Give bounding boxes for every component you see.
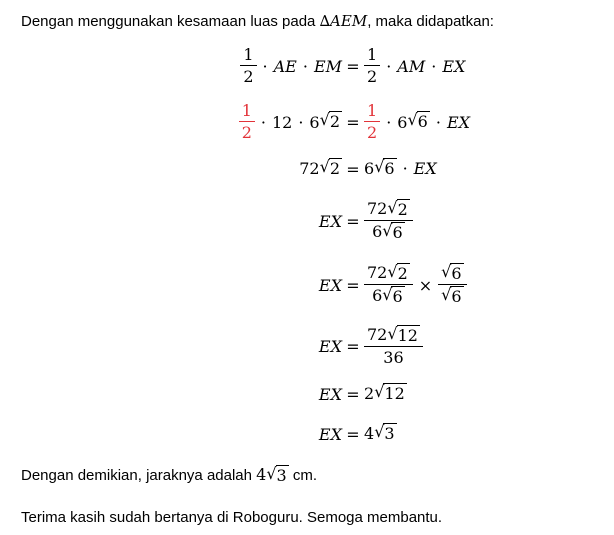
radical-sign: √	[319, 110, 330, 130]
fraction-numerator: 1	[364, 46, 380, 66]
fraction-numerator: 1	[364, 102, 380, 122]
triangle-expression	[320, 12, 368, 30]
equation-lhs	[0, 425, 342, 444]
square-root	[407, 111, 429, 130]
equals-sign: =	[346, 384, 360, 404]
fraction	[364, 46, 380, 85]
number: 6	[309, 112, 320, 132]
variable: EX	[413, 159, 437, 179]
equation-rhs	[364, 46, 614, 85]
number: 6	[397, 112, 408, 132]
radicand: 6	[392, 287, 403, 306]
variable: AM	[397, 56, 426, 76]
dot-operator: ·	[386, 112, 392, 132]
fraction-numerator: 1	[240, 46, 256, 66]
square-root	[382, 222, 404, 241]
radicand: 2	[397, 263, 408, 283]
fraction-numerator: 1	[239, 102, 255, 122]
equation-lhs	[0, 46, 342, 85]
conclusion-text-after: cm.	[288, 467, 318, 484]
equals-sign: =	[346, 112, 360, 132]
radical-sign: √	[266, 464, 277, 483]
radical-sign: √	[382, 221, 393, 240]
dot-operator: ·	[435, 112, 441, 132]
radicand: 6	[417, 112, 428, 132]
radicand: 3	[276, 466, 287, 485]
square-root	[441, 286, 463, 305]
radical-sign: √	[374, 157, 385, 177]
number: 72	[367, 198, 388, 218]
fraction	[364, 261, 413, 307]
variable: EX	[318, 424, 342, 444]
variable: EX	[318, 336, 342, 356]
number: 36	[383, 347, 404, 367]
equation-row-8	[0, 423, 614, 445]
equals-sign: =	[346, 275, 360, 295]
equals-sign: =	[346, 424, 360, 444]
variable: EX	[318, 384, 342, 404]
dot-operator: ·	[431, 56, 437, 76]
square-root	[374, 158, 396, 177]
equation-lhs	[0, 385, 342, 404]
fraction-denominator: 2	[367, 123, 378, 142]
dot-operator: ·	[402, 159, 408, 179]
radicand: 6	[392, 223, 403, 242]
conclusion-text-before: Dengan demikian, jaraknya adalah	[21, 467, 257, 484]
square-root	[382, 286, 404, 305]
radical-sign: √	[441, 285, 452, 304]
equation-row-6	[0, 323, 614, 369]
equation-row-2	[0, 99, 614, 145]
radicand: 6	[451, 263, 462, 283]
square-root	[266, 465, 288, 484]
equation-rhs	[364, 159, 614, 178]
equation-lhs	[0, 102, 342, 141]
radicand: 2	[329, 112, 340, 132]
variable: EX	[446, 112, 471, 132]
equation-row-7	[0, 383, 614, 405]
number: 72	[367, 262, 388, 282]
equation-rhs	[364, 102, 614, 141]
fraction	[364, 197, 413, 243]
fraction	[438, 261, 466, 307]
radical-sign: √	[387, 323, 398, 343]
square-root	[441, 263, 463, 282]
equals-sign: =	[346, 336, 360, 356]
radical-sign: √	[387, 261, 398, 281]
radical-sign: √	[407, 110, 418, 130]
number: 72	[299, 159, 320, 179]
equation-lhs	[0, 276, 342, 295]
equation-rhs	[364, 384, 614, 403]
delta-symbol: ∆	[319, 12, 331, 30]
number: 4	[364, 424, 375, 444]
intro-paragraph	[21, 0, 614, 31]
square-root	[387, 263, 409, 282]
radical-sign: √	[319, 157, 330, 177]
times-operator: ×	[418, 275, 433, 295]
equation-rhs	[364, 424, 614, 443]
intro-text-before: Dengan menggunakan kesamaan luas pada	[21, 13, 320, 30]
square-root	[374, 423, 396, 442]
dot-operator: ·	[302, 56, 308, 76]
fraction	[240, 46, 256, 85]
variable: AE	[273, 56, 297, 76]
number: 2	[364, 384, 375, 404]
radicand: 2	[397, 199, 408, 219]
intro-text-after: , maka didapatkan:	[367, 13, 494, 30]
fraction-numerator	[364, 323, 423, 347]
equation-row-1	[0, 43, 614, 89]
equation-rhs	[364, 261, 614, 307]
equation-row-4	[0, 198, 614, 244]
fraction	[364, 323, 423, 367]
dot-operator: ·	[262, 56, 268, 76]
square-root	[320, 111, 342, 130]
equation-lhs	[0, 212, 342, 231]
fraction-denominator	[383, 347, 403, 367]
number: 6	[364, 159, 375, 179]
closing-paragraph: Terima kasih sudah bertanya di Roboguru. Semoga membantu.	[21, 509, 443, 526]
radicand: 6	[384, 159, 395, 179]
variable: EX	[318, 275, 342, 295]
red-fraction	[364, 102, 380, 141]
red-fraction	[239, 102, 255, 141]
radical-sign: √	[387, 197, 398, 217]
radicand: 12	[397, 325, 418, 345]
variable: EM	[313, 56, 342, 76]
radicand: 3	[384, 424, 395, 444]
conclusion-paragraph	[21, 465, 614, 486]
square-root	[374, 383, 407, 402]
radical-sign: √	[382, 285, 393, 304]
fraction-denominator	[441, 285, 463, 306]
fraction-numerator	[364, 261, 413, 285]
equation-rhs	[364, 197, 614, 243]
equation-row-3	[0, 158, 614, 180]
equals-sign: =	[346, 56, 360, 76]
equation-lhs	[0, 159, 342, 178]
fraction-numerator	[364, 197, 413, 221]
number: 4	[256, 465, 267, 484]
fraction-denominator	[372, 221, 405, 242]
dot-operator: ·	[260, 112, 266, 132]
radicand: 6	[451, 287, 462, 306]
fraction-denominator: 2	[241, 123, 252, 142]
equals-sign: =	[346, 159, 360, 179]
radical-sign: √	[441, 261, 452, 281]
number: 12	[271, 112, 293, 132]
square-root	[320, 158, 342, 177]
radicand: 12	[384, 384, 405, 404]
dot-operator: ·	[386, 56, 392, 76]
square-root	[387, 199, 409, 218]
radical-sign: √	[374, 422, 385, 442]
fraction-denominator	[372, 285, 405, 306]
radicand: 2	[329, 159, 340, 179]
number: 6	[372, 286, 383, 305]
equals-sign: =	[346, 211, 360, 231]
dot-operator: ·	[298, 112, 304, 132]
variable: EX	[442, 56, 466, 76]
equation-rhs	[364, 323, 614, 367]
fraction-denominator: 2	[243, 67, 254, 86]
number: 72	[367, 324, 388, 344]
radical-sign: √	[374, 382, 385, 402]
equation-block	[0, 43, 614, 445]
equation-lhs	[0, 337, 342, 356]
variable: EX	[318, 211, 342, 231]
triangle-name: AEM	[330, 12, 368, 30]
number: 6	[372, 222, 383, 241]
result-expression	[256, 465, 289, 484]
square-root	[387, 325, 420, 344]
equation-row-5	[0, 262, 614, 308]
fraction-denominator: 2	[367, 67, 378, 86]
fraction-numerator	[438, 261, 466, 285]
